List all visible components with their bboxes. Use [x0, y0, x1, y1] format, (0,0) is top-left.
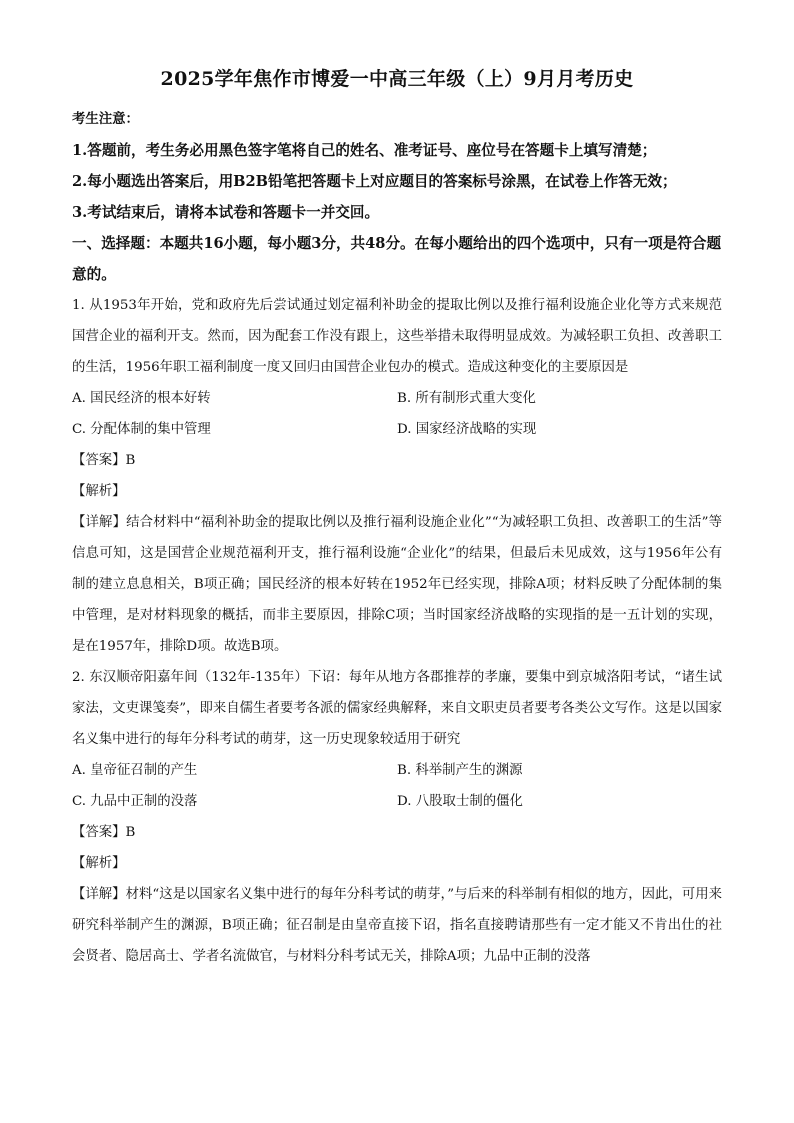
question-1-detail: 【详解】结合材料中“福利补助金的提取比例以及推行福利设施企业化”“为减轻职工负担、改善职工的生活”等信息可知，这是国营企业规范福利开支，推行福利设施“企业化”的结果，但最后未见成效，这与1956年公有制的建立息息相关，B项正确；国民经济的根本好转在1952年已经实现，排除A项；材料反映了分配体制的集中管理，是对材料现象的概括，而非主要原因，排除C项；当时国家经济战略的实现指的是一五计划的实现，是在1957年，排除D项。故选B项。 [72, 515, 722, 654]
question-2-options [72, 755, 722, 817]
question-1-options [72, 383, 722, 445]
question-1-analysis-label: 【解析】 [72, 484, 126, 499]
option-b: B. 所有制形式重大变化 [397, 391, 536, 406]
option-a: A. 皇帝征召制的产生 [72, 763, 198, 778]
question-2-analysis-label: 【解析】 [72, 856, 126, 871]
notice-item-1: 1.答题前，考生务必用黑色签字笔将自己的姓名、准考证号、座位号在答题卡上填写清楚； [72, 142, 657, 159]
notice-item-3: 3.考试结束后，请将本试卷和答题卡一并交回。 [72, 204, 380, 221]
option-c: C. 分配体制的集中管理 [72, 422, 211, 437]
exam-page [72, 66, 722, 972]
question-2-stem: 2. 东汉顺帝阳嘉年间（132年-135年）下诏：每年从地方各郡推荐的孝廉，要集中到京城洛阳考试，“诸生试家法，文吏课笺奏”，即来自儒生者要考各派的儒家经典解释，来自文职吏员者要考各类公文写作。这是以国家名义集中进行的每年分科考试的萌芽，这一历史现象较适用于研究 [72, 670, 722, 747]
option-b: B. 科举制产生的渊源 [397, 763, 523, 778]
question-2-detail: 【详解】材料“这是以国家名义集中进行的每年分科考试的萌芽，”与后来的科举制有相似的地方，因此，可用来研究科举制产生的渊源，B项正确；征召制是由皇帝直接下诏，指名直接聘请那些有一定才能又不肯出仕的社会贤者、隐居高士、学者名流做官，与材料分科考试无关，排除A项；九品中正制的没落 [72, 887, 722, 964]
option-c: C. 九品中正制的没落 [72, 794, 198, 809]
question-1-stem: 1. 从1953年开始，党和政府先后尝试通过划定福利补助金的提取比例以及推行福利设施企业化等方式来规范国营企业的福利开支。然而，因为配套工作没有跟上，这些举措未取得明显成效。为减轻职工负担、改善职工的生活，1956年职工福利制度一度又回归由国营企业包办的模式。造成这种变化的主要原因是 [72, 298, 722, 375]
question-1-answer: 【答案】B [72, 453, 136, 468]
option-d: D. 国家经济战略的实现 [397, 422, 537, 437]
page-title: 2025学年焦作市博爱一中高三年级（上）9月月考历史 [160, 68, 634, 90]
option-d: D. 八股取士制的僵化 [397, 794, 523, 809]
notice-item-2: 2.每小题选出答案后，用B2B铅笔把答题卡上对应题目的答案标号涂黑，在试卷上作答无效； [72, 173, 677, 190]
notice-heading: 考生注意： [72, 111, 139, 127]
section-heading: 一、选择题：本题共16小题，每小题3分，共48分。在每小题给出的四个选项中，只有一项是符合题意的。 [72, 235, 722, 283]
question-2-answer: 【答案】B [72, 825, 136, 840]
option-a: A. 国民经济的根本好转 [72, 391, 211, 406]
